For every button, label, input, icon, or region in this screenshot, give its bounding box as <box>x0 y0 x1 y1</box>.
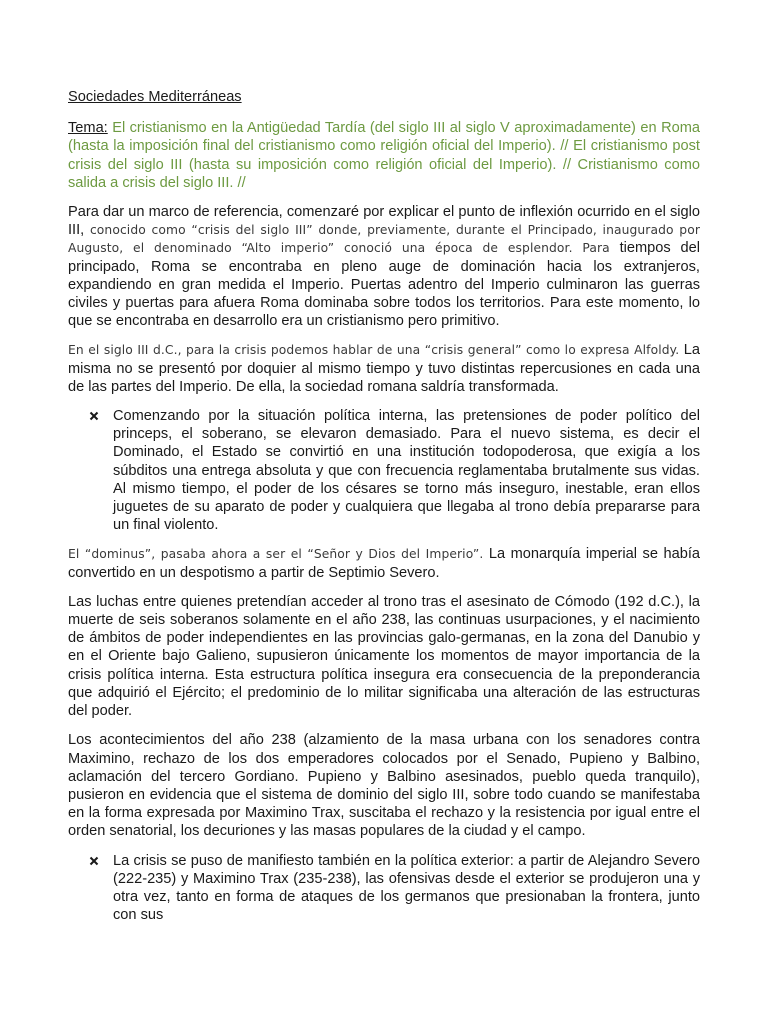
paragraph-intro <box>68 203 700 330</box>
paragraph-dominus-part-1: El “dominus”, pasaba ahora a ser el “Señor y Dios del Imperio”. <box>68 547 484 562</box>
document-title: Sociedades Mediterráneas <box>68 89 242 105</box>
bullet-item-politica-exterior <box>68 852 700 925</box>
paragraph-intro-part-3: tiempos del principado, Roma se encontraba en pleno auge de dominación hacia los extranjeros, expandiendo en gran medida el Imperio. Puertas adentro del Imperio culminaron las guerras civiles y puertas para afuera Roma dominaba sobre todos los territorios. Para este momento, lo que se encontraba en desarrollo era un cristianismo pero primitivo. <box>68 240 700 330</box>
document-page <box>68 88 700 935</box>
bullet-text: La crisis se puso de manifiesto también en la política exterior: a partir de Alejandro Severo (222-235) y Maximino Trax (235-238), las ofensivas desde el exterior se produjeron una y otra vez, tanto en forma de ataques de los germanos que presionaban la frontera, junto con sus <box>113 852 700 924</box>
paragraph-dominus <box>68 545 700 581</box>
paragraph-intro-part-2: conocido como “crisis del siglo III” donde, previamente, durante el Principado, inaugurado por Augusto, el denominado “Alto imperio” conoció una época de esplendor. Para <box>68 223 700 256</box>
x-bullet-icon <box>89 411 99 421</box>
tema-label: Tema: <box>68 120 108 137</box>
bullet-text: Comenzando por la situación política interna, las pretensiones de poder político del princeps, el soberano, se elevaron demasiado. Para el nuevo sistema, es decir el Dominado, el Estado se convirtió en una institución todopoderosa, que exigía a los súbditos una entrega absoluta y que con frecuencia reglamentaba brutalmente sus vidas. Al mismo tiempo, el poder de los césares se torno más inseguro, inestable, eran ellos juguetes de su aparato de poder y cualquiera que llegaba al trono debía prepararse para un final violento. <box>113 408 700 534</box>
paragraph-crisis-part-1: En el siglo III d.C., para la crisis podemos hablar de una “crisis general” como lo expresa Alfoldy. <box>68 343 680 358</box>
tema-text: El cristianismo en la Antigüedad Tardía (del siglo III al siglo V aproximadamente) en Roma (hasta la imposición final del cristianismo como religión oficial del Imperio). // El cristianismo post crisis del siglo III (hasta su imposición como religión oficial del Imperio). // Cristianismo como salida a crisis del siglo III. // <box>68 120 700 191</box>
paragraph-crisis <box>68 341 700 396</box>
bullet-item-politica-interna <box>68 407 700 534</box>
paragraph-dominus-part-2: La monarquía imperial se había convertido en un despotismo a partir de Septimio Severo. <box>68 546 700 581</box>
paragraph-crisis-part-2: La misma no se presentó por doquier al mismo tiempo y tuvo distintas repercusiones en cada una de las partes del Imperio. De ella, la sociedad romana saldría transformada. <box>68 342 700 395</box>
paragraph-acontecimientos: Los acontecimientos del año 238 (alzamiento de la masa urbana con los senadores contra Maximino, rechazo de los dos emperadores colocados por el Senado, Pupieno y Balbino, aclamación del tercero Gordiano. Pupieno y Balbino asesinados, pueblo queda tranquilo), pusieron en evidencia que el sistema de dominio del siglo III, sobre todo cuando se manifestaba en la forma expresada por Maximino Trax, suscitaba el rechazo y la resistencia por igual entre el orden senatorial, los decuriones y las masas populares de la ciudad y el campo. <box>68 732 700 840</box>
tema-paragraph <box>68 119 700 192</box>
x-bullet-icon <box>89 856 99 866</box>
paragraph-intro-part-1: Para dar un marco de referencia, comenzaré por explicar el punto de inflexión ocurrido en el siglo III, <box>68 204 700 239</box>
paragraph-luchas: Las luchas entre quienes pretendían acceder al trono tras el asesinato de Cómodo (192 d.C.), la muerte de seis soberanos solamente en el año 238, las continuas usurpaciones, y el nacimiento de ámbitos de poder independientes en las provincias galo-germanas, en la zona del Danubio y en el Oriente bajo Galieno, supusieron únicamente los momentos de mayor importancia de la crisis política interna. Esta estructura política insegura era consecuencia de la preponderancia que adquirió el Ejército; el predominio de lo militar significaba una alteración de las estructuras del poder. <box>68 593 700 720</box>
